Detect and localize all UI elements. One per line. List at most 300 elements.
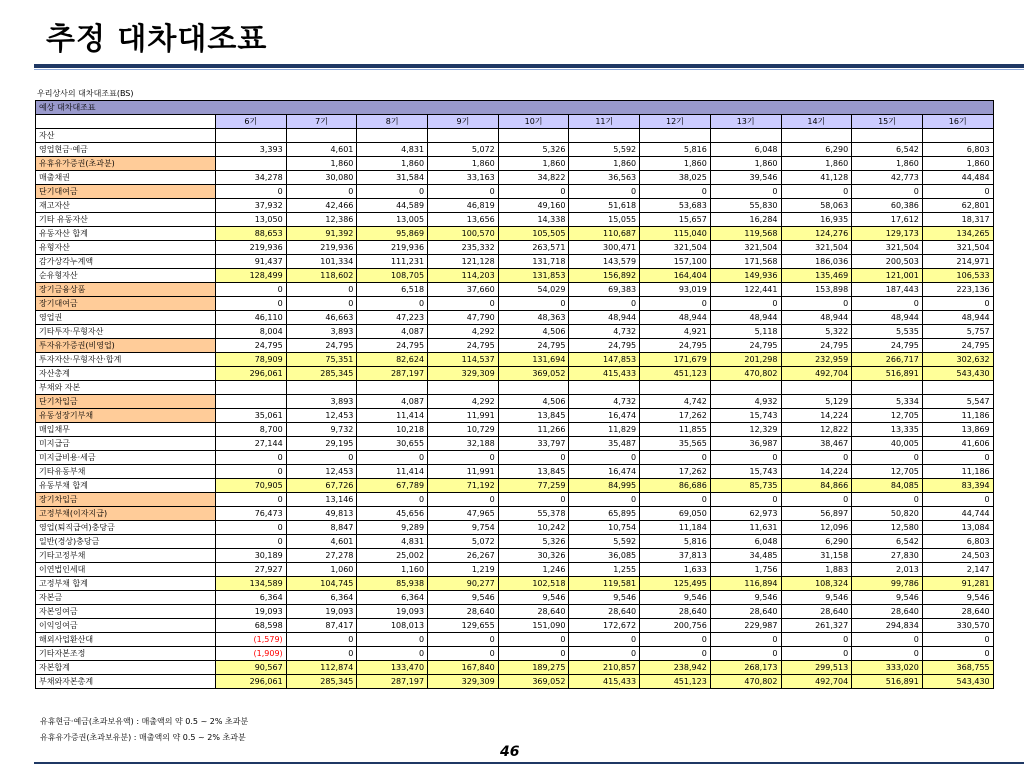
value-cell: 0	[781, 297, 852, 311]
value-cell: 28,640	[710, 605, 781, 619]
value-cell: 0	[498, 297, 569, 311]
value-cell: 15,657	[640, 213, 711, 227]
value-cell: 24,795	[852, 339, 923, 353]
value-cell: 119,581	[569, 577, 640, 591]
table-row	[36, 535, 994, 549]
value-cell: 62,801	[922, 199, 993, 213]
value-cell: 0	[569, 493, 640, 507]
value-cell: 16,935	[781, 213, 852, 227]
value-cell: 34,278	[216, 171, 287, 185]
value-cell: 1,860	[710, 157, 781, 171]
value-cell: 47,790	[428, 311, 499, 325]
value-cell: 108,013	[357, 619, 428, 633]
value-cell: 219,936	[216, 241, 287, 255]
value-cell: 71,192	[428, 479, 499, 493]
value-cell: 134,265	[922, 227, 993, 241]
value-cell: 114,537	[428, 353, 499, 367]
value-cell: 0	[710, 185, 781, 199]
value-cell: 0	[640, 493, 711, 507]
value-cell: 91,392	[286, 227, 357, 241]
value-cell: 31,584	[357, 171, 428, 185]
value-cell: 296,061	[216, 367, 287, 381]
value-cell: 48,363	[498, 311, 569, 325]
value-cell: 0	[357, 185, 428, 199]
row-label: 유동성장기부채	[36, 409, 216, 423]
value-cell: 13,845	[498, 409, 569, 423]
table-row	[36, 647, 994, 661]
value-cell: 172,672	[569, 619, 640, 633]
row-label: 투자자산·무형자산·합계	[36, 353, 216, 367]
value-cell: 8,847	[286, 521, 357, 535]
value-cell: 0	[852, 493, 923, 507]
period-header-cell: 16기	[922, 115, 993, 129]
value-cell: 5,592	[569, 143, 640, 157]
value-cell: 12,705	[852, 465, 923, 479]
table-row	[36, 269, 994, 283]
header-corner-cell	[36, 115, 216, 129]
period-header-cell: 7기	[286, 115, 357, 129]
value-cell	[922, 129, 993, 143]
value-cell: 0	[286, 647, 357, 661]
table-row	[36, 437, 994, 451]
value-cell: 69,383	[569, 283, 640, 297]
value-cell: 451,123	[640, 675, 711, 689]
value-cell: 25,002	[357, 549, 428, 563]
value-cell	[357, 381, 428, 395]
value-cell: 369,052	[498, 675, 569, 689]
value-cell: 37,660	[428, 283, 499, 297]
period-header-cell: 9기	[428, 115, 499, 129]
value-cell: 12,453	[286, 409, 357, 423]
value-cell: 0	[428, 297, 499, 311]
value-cell: 18,317	[922, 213, 993, 227]
value-cell: 2,013	[852, 563, 923, 577]
value-cell: 0	[428, 633, 499, 647]
value-cell: 37,813	[640, 549, 711, 563]
value-cell: 27,278	[286, 549, 357, 563]
value-cell: 19,093	[216, 605, 287, 619]
value-cell: 285,345	[286, 675, 357, 689]
value-cell: 1,633	[640, 563, 711, 577]
table-row	[36, 465, 994, 479]
row-label: 단기대여금	[36, 185, 216, 199]
value-cell	[922, 381, 993, 395]
value-cell: 1,860	[428, 157, 499, 171]
value-cell: 82,624	[357, 353, 428, 367]
value-cell: 5,547	[922, 395, 993, 409]
value-cell: 0	[640, 451, 711, 465]
value-cell: 333,020	[852, 661, 923, 675]
value-cell: 49,813	[286, 507, 357, 521]
row-label: 감가상각누계액	[36, 255, 216, 269]
value-cell: 53,683	[640, 199, 711, 213]
value-cell: 147,853	[569, 353, 640, 367]
value-cell: 151,090	[498, 619, 569, 633]
row-label: 이연법인세대	[36, 563, 216, 577]
value-cell: 38,025	[640, 171, 711, 185]
value-cell: 69,050	[640, 507, 711, 521]
value-cell: 1,060	[286, 563, 357, 577]
value-cell: 33,163	[428, 171, 499, 185]
value-cell: 1,860	[781, 157, 852, 171]
table-row	[36, 367, 994, 381]
value-cell: 492,704	[781, 367, 852, 381]
value-cell: 143,579	[569, 255, 640, 269]
table-row	[36, 479, 994, 493]
value-cell: 30,080	[286, 171, 357, 185]
value-cell: 156,892	[569, 269, 640, 283]
value-cell: 415,433	[569, 367, 640, 381]
period-header-cell: 6기	[216, 115, 287, 129]
value-cell: 12,453	[286, 465, 357, 479]
value-cell: 13,869	[922, 423, 993, 437]
value-cell: 11,186	[922, 465, 993, 479]
value-cell: 0	[710, 297, 781, 311]
value-cell: 46,663	[286, 311, 357, 325]
value-cell: 4,087	[357, 325, 428, 339]
row-label: 기타 유동자산	[36, 213, 216, 227]
table-row	[36, 633, 994, 647]
value-cell: 6,518	[357, 283, 428, 297]
table-header-row	[36, 101, 994, 115]
table-row	[36, 507, 994, 521]
value-cell	[286, 381, 357, 395]
row-label: 단기차입금	[36, 395, 216, 409]
table-row	[36, 591, 994, 605]
value-cell: 4,601	[286, 535, 357, 549]
table-header-label: 예상 대차대조표	[36, 101, 994, 115]
value-cell: 114,203	[428, 269, 499, 283]
table-row	[36, 409, 994, 423]
value-cell: 111,231	[357, 255, 428, 269]
value-cell: 6,364	[357, 591, 428, 605]
value-cell: 134,589	[216, 577, 287, 591]
value-cell: 223,136	[922, 283, 993, 297]
value-cell: 296,061	[216, 675, 287, 689]
row-label: 일반(경상)충당금	[36, 535, 216, 549]
value-cell: 0	[852, 647, 923, 661]
value-cell: 321,504	[781, 241, 852, 255]
value-cell: 321,504	[640, 241, 711, 255]
row-label: 순유형자산	[36, 269, 216, 283]
value-cell: 36,987	[710, 437, 781, 451]
page-number: 46	[500, 744, 520, 760]
value-cell: 4,831	[357, 535, 428, 549]
value-cell: 34,822	[498, 171, 569, 185]
row-label: 해외사업환산대	[36, 633, 216, 647]
value-cell: 4,292	[428, 395, 499, 409]
row-label: 자산총계	[36, 367, 216, 381]
value-cell: 300,471	[569, 241, 640, 255]
value-cell: 65,895	[569, 507, 640, 521]
value-cell: 11,991	[428, 465, 499, 479]
value-cell: 0	[922, 493, 993, 507]
value-cell: 102,518	[498, 577, 569, 591]
value-cell: 9,289	[357, 521, 428, 535]
value-cell: 235,332	[428, 241, 499, 255]
table-row	[36, 563, 994, 577]
value-cell: 112,874	[286, 661, 357, 675]
value-cell: 0	[216, 521, 287, 535]
row-label: 미지급금	[36, 437, 216, 451]
value-cell: 5,129	[781, 395, 852, 409]
value-cell: 47,223	[357, 311, 428, 325]
value-cell: 0	[216, 185, 287, 199]
value-cell: 4,742	[640, 395, 711, 409]
value-cell: 85,938	[357, 577, 428, 591]
value-cell: 133,470	[357, 661, 428, 675]
row-label: 장기차입금	[36, 493, 216, 507]
value-cell: 6,364	[216, 591, 287, 605]
value-cell: 1,860	[498, 157, 569, 171]
value-cell: 229,987	[710, 619, 781, 633]
value-cell	[216, 395, 287, 409]
value-cell: 44,744	[922, 507, 993, 521]
value-cell: 0	[640, 185, 711, 199]
value-cell: 9,546	[710, 591, 781, 605]
value-cell: 121,128	[428, 255, 499, 269]
value-cell: 0	[781, 493, 852, 507]
value-cell: 287,197	[357, 675, 428, 689]
value-cell: 0	[710, 647, 781, 661]
value-cell: 13,084	[922, 521, 993, 535]
value-cell: 0	[710, 633, 781, 647]
value-cell: 13,050	[216, 213, 287, 227]
row-label: 기타고정부채	[36, 549, 216, 563]
value-cell: 9,754	[428, 521, 499, 535]
value-cell: 26,267	[428, 549, 499, 563]
value-cell: 516,891	[852, 367, 923, 381]
row-label: 유동부채 합계	[36, 479, 216, 493]
value-cell: 0	[216, 451, 287, 465]
footer-divider	[34, 762, 1024, 764]
row-label: 고정부채 합계	[36, 577, 216, 591]
period-header-cell: 8기	[357, 115, 428, 129]
value-cell: 39,546	[710, 171, 781, 185]
value-cell: 1,860	[922, 157, 993, 171]
value-cell: 0	[428, 451, 499, 465]
row-label: 자산	[36, 129, 216, 143]
value-cell: 0	[852, 185, 923, 199]
value-cell: 24,795	[569, 339, 640, 353]
value-cell: 24,795	[781, 339, 852, 353]
value-cell: 131,853	[498, 269, 569, 283]
value-cell: 17,262	[640, 409, 711, 423]
table-row	[36, 227, 994, 241]
value-cell: 3,893	[286, 395, 357, 409]
value-cell: 30,189	[216, 549, 287, 563]
value-cell	[710, 381, 781, 395]
value-cell	[781, 129, 852, 143]
value-cell: 6,542	[852, 143, 923, 157]
row-label: 부채와자본총계	[36, 675, 216, 689]
value-cell: 17,612	[852, 213, 923, 227]
value-cell: 321,504	[852, 241, 923, 255]
value-cell: 10,754	[569, 521, 640, 535]
value-cell: 28,640	[922, 605, 993, 619]
value-cell: 48,944	[852, 311, 923, 325]
value-cell: 5,326	[498, 535, 569, 549]
row-label: 매출채권	[36, 171, 216, 185]
row-label: 투자유가증권(비영업)	[36, 339, 216, 353]
value-cell: 329,309	[428, 367, 499, 381]
value-cell: 149,936	[710, 269, 781, 283]
value-cell: 12,386	[286, 213, 357, 227]
value-cell: 58,063	[781, 199, 852, 213]
value-cell: 201,298	[710, 353, 781, 367]
value-cell: 118,602	[286, 269, 357, 283]
value-cell: 214,971	[922, 255, 993, 269]
value-cell: 47,965	[428, 507, 499, 521]
value-cell: (1,909)	[216, 647, 287, 661]
value-cell: 67,789	[357, 479, 428, 493]
value-cell: 6,542	[852, 535, 923, 549]
value-cell: 67,726	[286, 479, 357, 493]
value-cell	[498, 129, 569, 143]
value-cell: 1,160	[357, 563, 428, 577]
row-label: 미지급비용·세금	[36, 451, 216, 465]
value-cell: 6,364	[286, 591, 357, 605]
value-cell: 187,443	[852, 283, 923, 297]
value-cell: 6,048	[710, 535, 781, 549]
table-row	[36, 493, 994, 507]
value-cell: 16,474	[569, 409, 640, 423]
value-cell: 11,186	[922, 409, 993, 423]
value-cell: 35,487	[569, 437, 640, 451]
value-cell: 12,329	[710, 423, 781, 437]
value-cell: 415,433	[569, 675, 640, 689]
value-cell: 90,277	[428, 577, 499, 591]
table-row	[36, 339, 994, 353]
value-cell: 0	[922, 647, 993, 661]
table-row	[36, 283, 994, 297]
value-cell	[640, 381, 711, 395]
value-cell: 3,893	[286, 325, 357, 339]
table-row	[36, 311, 994, 325]
value-cell: 470,802	[710, 675, 781, 689]
value-cell: 24,795	[428, 339, 499, 353]
value-cell: 171,568	[710, 255, 781, 269]
table-row	[36, 451, 994, 465]
value-cell: 219,936	[286, 241, 357, 255]
value-cell: 86,686	[640, 479, 711, 493]
value-cell: 110,687	[569, 227, 640, 241]
table-row	[36, 619, 994, 633]
value-cell: 285,345	[286, 367, 357, 381]
value-cell: 238,942	[640, 661, 711, 675]
value-cell: 93,019	[640, 283, 711, 297]
value-cell: 12,705	[852, 409, 923, 423]
value-cell: 84,995	[569, 479, 640, 493]
value-cell: 46,110	[216, 311, 287, 325]
value-cell: 4,506	[498, 395, 569, 409]
value-cell: 266,717	[852, 353, 923, 367]
value-cell: 321,504	[710, 241, 781, 255]
value-cell: 129,173	[852, 227, 923, 241]
row-label: 기타투자·무형자산	[36, 325, 216, 339]
value-cell: 2,147	[922, 563, 993, 577]
value-cell: 6,048	[710, 143, 781, 157]
value-cell: 3,393	[216, 143, 287, 157]
value-cell: 1,883	[781, 563, 852, 577]
value-cell: 44,589	[357, 199, 428, 213]
value-cell: 0	[357, 493, 428, 507]
value-cell: 48,944	[781, 311, 852, 325]
value-cell: 1,860	[640, 157, 711, 171]
value-cell: 8,004	[216, 325, 287, 339]
value-cell: 122,441	[710, 283, 781, 297]
value-cell: 13,335	[852, 423, 923, 437]
value-cell: 0	[569, 297, 640, 311]
value-cell: 0	[781, 451, 852, 465]
value-cell: 5,816	[640, 143, 711, 157]
value-cell: 0	[922, 185, 993, 199]
table-row	[36, 353, 994, 367]
value-cell: 129,655	[428, 619, 499, 633]
value-cell: 105,505	[498, 227, 569, 241]
value-cell: 15,055	[569, 213, 640, 227]
table-row	[36, 185, 994, 199]
row-label: 재고자산	[36, 199, 216, 213]
value-cell: 11,414	[357, 409, 428, 423]
value-cell: 124,276	[781, 227, 852, 241]
value-cell: 200,503	[852, 255, 923, 269]
page-title: 추정 대차대조표	[46, 22, 268, 57]
value-cell: 9,732	[286, 423, 357, 437]
value-cell: 0	[428, 493, 499, 507]
value-cell: 87,417	[286, 619, 357, 633]
table-row	[36, 297, 994, 311]
value-cell: 0	[922, 451, 993, 465]
value-cell: 128,499	[216, 269, 287, 283]
table-row	[36, 577, 994, 591]
value-cell: 330,570	[922, 619, 993, 633]
value-cell: 210,857	[569, 661, 640, 675]
value-cell: 48,944	[710, 311, 781, 325]
value-cell: 0	[216, 493, 287, 507]
value-cell: 4,087	[357, 395, 428, 409]
value-cell: 200,756	[640, 619, 711, 633]
value-cell: 0	[286, 633, 357, 647]
value-cell: 171,679	[640, 353, 711, 367]
value-cell: 0	[781, 633, 852, 647]
value-cell	[428, 129, 499, 143]
table-row	[36, 157, 994, 171]
value-cell: 4,921	[640, 325, 711, 339]
value-cell: 15,743	[710, 465, 781, 479]
value-cell: 164,404	[640, 269, 711, 283]
value-cell: 0	[640, 297, 711, 311]
value-cell	[216, 381, 287, 395]
value-cell: 0	[498, 647, 569, 661]
value-cell: 5,535	[852, 325, 923, 339]
value-cell: 0	[569, 451, 640, 465]
value-cell: 0	[216, 297, 287, 311]
value-cell: 12,096	[781, 521, 852, 535]
period-header-cell: 12기	[640, 115, 711, 129]
value-cell: 24,795	[498, 339, 569, 353]
value-cell: 0	[569, 185, 640, 199]
value-cell: 0	[781, 647, 852, 661]
row-label: 부채와 자본	[36, 381, 216, 395]
value-cell: 0	[286, 283, 357, 297]
value-cell: 116,894	[710, 577, 781, 591]
value-cell: 44,484	[922, 171, 993, 185]
value-cell: 108,705	[357, 269, 428, 283]
value-cell: 19,093	[357, 605, 428, 619]
value-cell: 0	[357, 451, 428, 465]
value-cell: 0	[286, 297, 357, 311]
